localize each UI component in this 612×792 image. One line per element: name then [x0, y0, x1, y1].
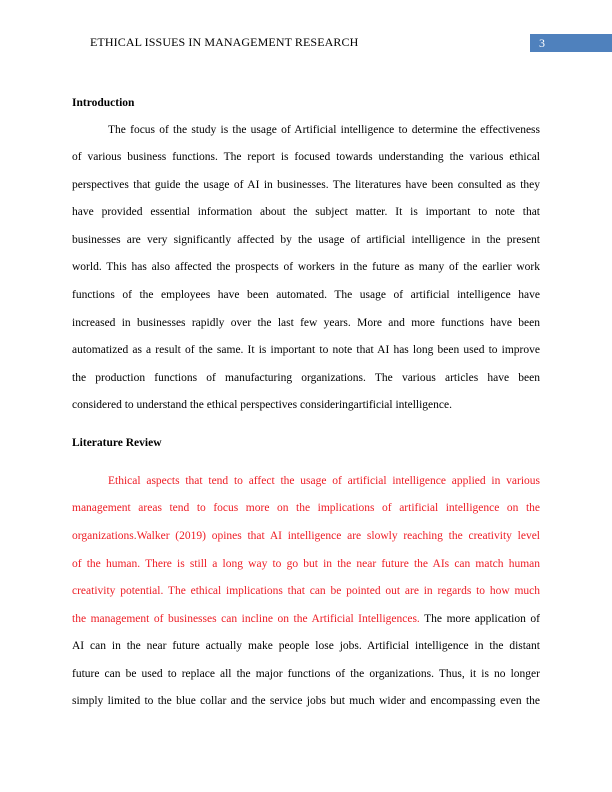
- intro-line: have provided essential information about the subject matter. It is important to note that: [72, 206, 540, 218]
- lit-line: future can be used to replace all the major functions of the organizations. Thus, it is no longer: [72, 668, 540, 680]
- intro-line-last: considered to understand the ethical perspectives consideringartificial intelligence.: [72, 399, 452, 411]
- intro-line: perspectives that guide the usage of AI in businesses. The literatures have been consulted as they: [72, 179, 540, 191]
- intro-line: increased in businesses rapidly over the last few years. More and more functions have been: [72, 317, 540, 329]
- lit-mixed-black-part: The more application of: [419, 613, 540, 625]
- page-number-box: [530, 34, 612, 52]
- intro-line: world. This has also affected the prospects of workers in the future as many of the earlier work: [72, 261, 540, 273]
- page-number: 3: [539, 36, 545, 50]
- intro-line: functions of the employees have been automated. The usage of artificial intelligence have: [72, 289, 540, 301]
- literature-review-heading: Literature Review: [72, 437, 162, 449]
- lit-line-red: of the human. There is still a long way to go but in the near future the AIs can match human: [72, 558, 540, 570]
- lit-line-red: creativity potential. The ethical implications that can be pointed out are in regards to how much: [72, 585, 540, 597]
- lit-line-red: Ethical aspects that tend to affect the usage of artificial intelligence applied in various: [108, 475, 540, 487]
- intro-line: The focus of the study is the usage of Artificial intelligence to determine the effectiveness: [108, 124, 540, 136]
- lit-mixed-red-part: the management of businesses can incline on the Artificial Intelligences.: [72, 613, 420, 625]
- intro-line: businesses are very significantly affected by the usage of artificial intelligence in the present: [72, 234, 540, 246]
- introduction-heading: Introduction: [72, 97, 135, 109]
- lit-line-red: management areas tend to focus more on the implications of artificial intelligence on the: [72, 502, 540, 514]
- running-header-title: ETHICAL ISSUES IN MANAGEMENT RESEARCH: [90, 35, 359, 49]
- lit-line: simply limited to the blue collar and the service jobs but much wider and encompassing even the: [72, 695, 540, 707]
- lit-line: AI can in the near future actually make people lose jobs. Artificial intelligence in the distant: [72, 640, 540, 652]
- intro-line: the production functions of manufacturing organizations. The various articles have been: [72, 372, 540, 384]
- lit-line-mixed: [72, 613, 540, 625]
- lit-line-red: organizations.Walker (2019) opines that AI intelligence are slowly reaching the creativity level: [72, 530, 540, 542]
- intro-line: automatized as a result of the same. It is important to note that AI has long been used to improve: [72, 344, 540, 356]
- intro-line: of various business functions. The report is focused towards understanding the various ethical: [72, 151, 540, 163]
